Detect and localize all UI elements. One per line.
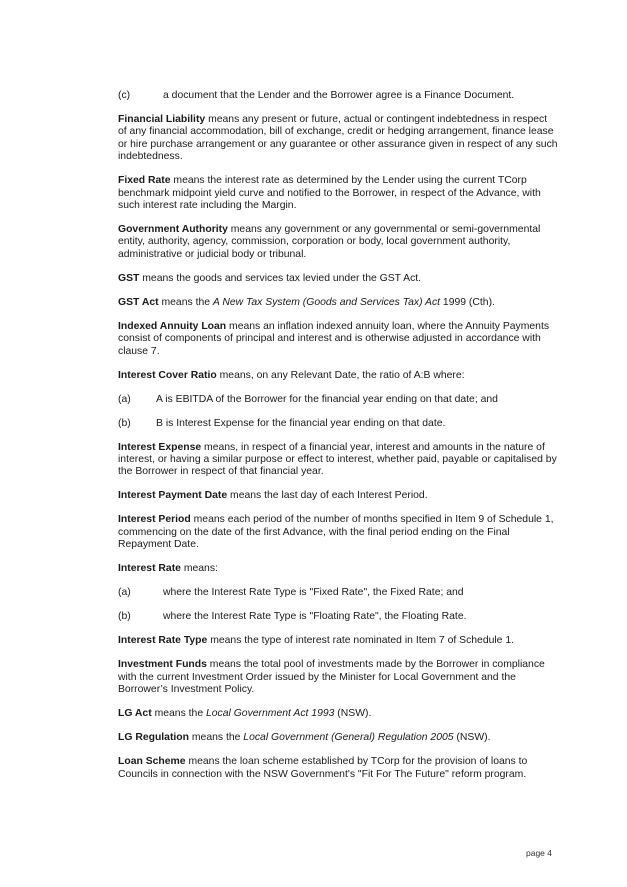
definition-term: Investment Funds [118, 659, 207, 671]
definition-lg-regulation [118, 732, 558, 744]
definition-government-authority [118, 224, 558, 261]
definition-text: means the type of interest rate nominated in Item 7 of Schedule 1. [207, 635, 515, 647]
definition-gst [118, 273, 558, 285]
list-item-label: (a) [118, 393, 131, 405]
definition-term: Interest Rate [118, 563, 181, 575]
definition-indexed-annuity-loan [118, 321, 558, 358]
list-item-text: A is EBITDA of the Borrower for the financial year ending on that date; and [156, 393, 498, 405]
definition-text: means, on any Relevant Date, the ratio of A:B where: [216, 369, 465, 381]
definition-term: Interest Expense [118, 441, 202, 453]
list-item-text: where the Interest Rate Type is "Fixed Rate", the Fixed Rate; and [163, 587, 464, 599]
definition-text-italic: Local Government (General) Regulation 2005 [243, 732, 454, 744]
definition-interest-payment-date [118, 490, 558, 502]
definition-text-pre: means the [158, 296, 213, 308]
definition-term: Fixed Rate [118, 175, 171, 187]
definition-term: Loan Scheme [118, 756, 186, 768]
definition-text: means the interest rate as determined by the Lender using the current TCorp benchmark midpoint yield curve and notified to the Borrower, in respect of the Advance, with such interest rate including the Margin. [118, 175, 541, 212]
definition-text-pre: means the [189, 732, 244, 744]
definition-financial-liability [118, 114, 558, 164]
definition-interest-expense [118, 442, 558, 479]
definition-gst-act [118, 297, 558, 309]
definition-text-post: 1999 (Cth). [440, 296, 495, 308]
definition-term: LG Act [118, 708, 152, 720]
definition-text: means each period of the number of months specified in Item 9 of Schedule 1, commencing on the date of the first Advance, with the final period ending on the Final Repayment Date. [118, 514, 554, 551]
definition-term: GST Act [118, 296, 159, 308]
definition-text-italic: Local Government Act 1993 [205, 708, 335, 720]
definition-lg-act [118, 708, 558, 720]
list-item-icr-b [118, 418, 558, 430]
definition-investment-funds [118, 659, 558, 696]
definition-term: Interest Rate Type [118, 635, 208, 647]
definition-text: means the goods and services tax levied under the GST Act. [139, 272, 422, 284]
definition-text: means the total pool of investments made by the Borrower in compliance with the current Investment Order issued by the Minister for Local Government and the Borrower’s Investment Policy. [118, 659, 545, 696]
definition-text: means any present or future, actual or contingent indebtedness in respect of any financial accommodation, bill of exchange, credit or hedging arrangement, finance lease or hire purchase arrangement or any guarantee or other assurance given in respect of any such indebtedness. [118, 114, 558, 163]
definition-text-pre: means the [151, 708, 206, 720]
definition-text: means an inflation indexed annuity loan, where the Annuity Payments consist of components of principal and interest and is otherwise adjusted in accordance with clause 7. [118, 320, 550, 357]
definition-term: LG Regulation [118, 732, 189, 744]
definition-term: GST [118, 272, 140, 284]
definition-text: means any government or any governmental or semi-governmental entity, authority, agency, commission, corporation or body, local government authority, administrative or judicial body or tribunal. [118, 224, 541, 260]
list-item-c [118, 90, 558, 102]
definition-text: means the loan scheme established by TCorp for the provision of loans to Councils in connection with the NSW Government's "Fit For The Future" reform program. [118, 756, 528, 780]
list-item-text: B is Interest Expense for the financial year ending on that date. [156, 417, 446, 429]
list-item-label: (a) [118, 587, 131, 599]
list-item-text: a document that the Lender and the Borrower agree is a Finance Document. [163, 90, 515, 101]
definition-text: means, in respect of a financial year, interest and amounts in the nature of interest, or having a similar purpose or effect to interest, whether paid, payable or capitalised by the Borrower in respect of that financial year. [118, 441, 557, 478]
definition-loan-scheme [118, 756, 558, 781]
definition-term: Interest Payment Date [118, 490, 228, 502]
list-item-label: (b) [118, 611, 131, 623]
definition-text-italic: A New Tax System (Goods and Services Tax) Act [212, 296, 441, 308]
list-item-label: (c) [118, 90, 131, 101]
definition-term: Interest Period [118, 514, 191, 526]
list-item-ir-b [118, 611, 558, 623]
definition-interest-rate-type [118, 635, 558, 647]
definition-text-post: (NSW). [453, 732, 491, 744]
list-item-label: (b) [118, 417, 131, 429]
definition-fixed-rate [118, 175, 558, 212]
document-body [118, 90, 558, 793]
definition-text: means the last day of each Interest Period. [227, 490, 428, 502]
definition-term: Indexed Annuity Loan [118, 320, 227, 332]
list-item-text: where the Interest Rate Type is "Floating Rate", the Floating Rate. [163, 611, 467, 623]
definition-term: Interest Cover Ratio [118, 369, 217, 381]
list-item-icr-a [118, 394, 558, 406]
definition-term: Financial Liability [118, 114, 206, 125]
definition-text-post: (NSW). [334, 708, 372, 720]
definition-term: Government Authority [118, 224, 228, 236]
list-item-ir-a [118, 587, 558, 599]
definition-interest-cover-ratio [118, 370, 558, 382]
definition-text: means: [180, 563, 218, 575]
definition-interest-period [118, 514, 558, 551]
page-number: page 4 [526, 848, 552, 858]
definition-interest-rate [118, 563, 558, 575]
